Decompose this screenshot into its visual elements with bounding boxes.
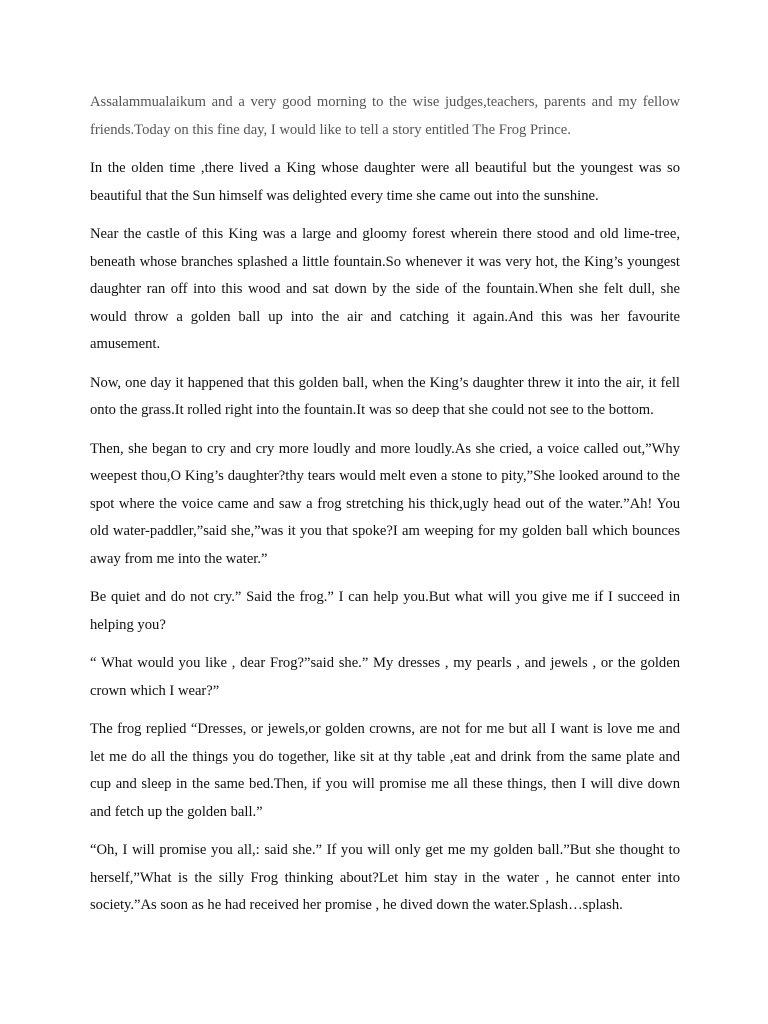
- paragraph-princess-offer: “ What would you like , dear Frog?”said she.” My dresses , my pearls , and jewels , or the golden crown which I wear?”: [90, 655, 680, 699]
- paragraph-voice-calls: Then, she began to cry and cry more loudly and more loudly.As she cried, a voice called out,”Why weepest thou,O King’s daughter?thy tears would melt even a stone to pity,”She looked around to the spot where the voice came and saw a frog stretching his thick,ugly head out of the water.”Ah! You old water-paddler,”said she,”was it you that spoke?I am weeping for my golden ball which bounces away from me into the water.”: [90, 440, 680, 567]
- paragraph-golden-ball-falls: Now, one day it happened that this golden ball, when the King’s daughter threw it into the air, it fell onto the grass.It rolled right into the fountain.It was so deep that she could not see to the bottom.: [90, 374, 680, 418]
- paragraph-promise: “Oh, I will promise you all,: said she.” If you will only get me my golden ball.”But she thought to herself,”What is the silly Frog thinking about?Let him stay in the water , he cannot enter into society.”As soon as he had received her promise , he dived down the water.Splash…splash.: [90, 842, 680, 913]
- paragraph-olden-time: In the olden time ,there lived a King whose daughter were all beautiful but the youngest was so beautiful that the Sun himself was delighted every time she came out into the sunshine.: [90, 160, 680, 204]
- paragraph-castle-forest: Near the castle of this King was a large and gloomy forest wherein there stood and old lime-tree, beneath whose branches splashed a little fountain.So whenever it was very hot, the King’s youngest daughter ran off into this wood and sat down by the side of the fountain.When she felt dull, she would throw a golden ball up into the air and catching it again.And this was her favourite amusement.: [90, 226, 680, 352]
- paragraph-frog-request: The frog replied “Dresses, or jewels,or golden crowns, are not for me but all I want is love me and let me do all the things you do together, like sit at thy table ,eat and drink from the same plate and cup and sleep in the same bed.Then, if you will promise me all these things, then I will dive down and fetch up the golden ball.”: [90, 721, 680, 820]
- document-page: [90, 89, 680, 931]
- paragraph-greeting: Assalammualaikum and a very good morning to the wise judges,teachers, parents and my fellow friends.Today on this fine day, I would like to tell a story entitled The Frog Prince.: [90, 94, 680, 138]
- paragraph-frog-offer: Be quiet and do not cry.” Said the frog.” I can help you.But what will you give me if I succeed in helping you?: [90, 589, 680, 633]
